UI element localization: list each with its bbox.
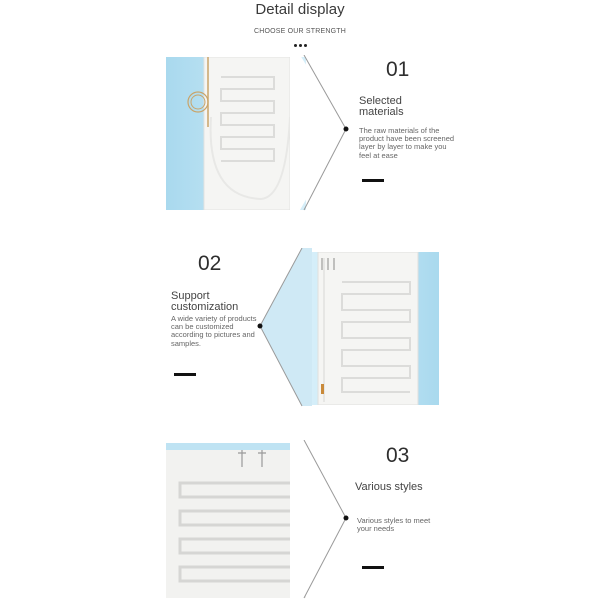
section-description-1: The raw materials of the product have been screened layer by layer to make you feel at ease [359,126,455,160]
decorative-dots [294,44,314,50]
accent-bar-3 [362,566,384,569]
section-number-2: 02 [198,252,222,275]
page-subtitle: CHOOSE OUR STRENGTH [253,28,347,35]
page-title: Detail display [255,1,345,18]
section-title-2: Support customization [171,290,239,313]
section-description-2: A wide variety of products can be customized according to pictures and samples. [171,314,257,348]
accent-bar-1 [362,179,384,182]
section-number-3: 03 [386,444,410,467]
product-photo-3 [166,443,306,598]
section-title-1: Selected materials [359,95,404,118]
detail-section-1 [0,55,600,215]
accent-bar-2 [174,373,196,376]
section-title-3: Various styles [355,481,423,493]
section-description-3: Various styles to meet your needs [357,516,431,534]
chevron-arrow-icon [252,248,312,408]
chevron-arrow-icon [290,55,360,215]
section-number-1: 01 [386,58,410,81]
product-photo-2 [302,252,439,405]
detail-section-3 [0,440,600,600]
chevron-arrow-icon [290,440,360,600]
detail-section-2 [0,248,600,408]
